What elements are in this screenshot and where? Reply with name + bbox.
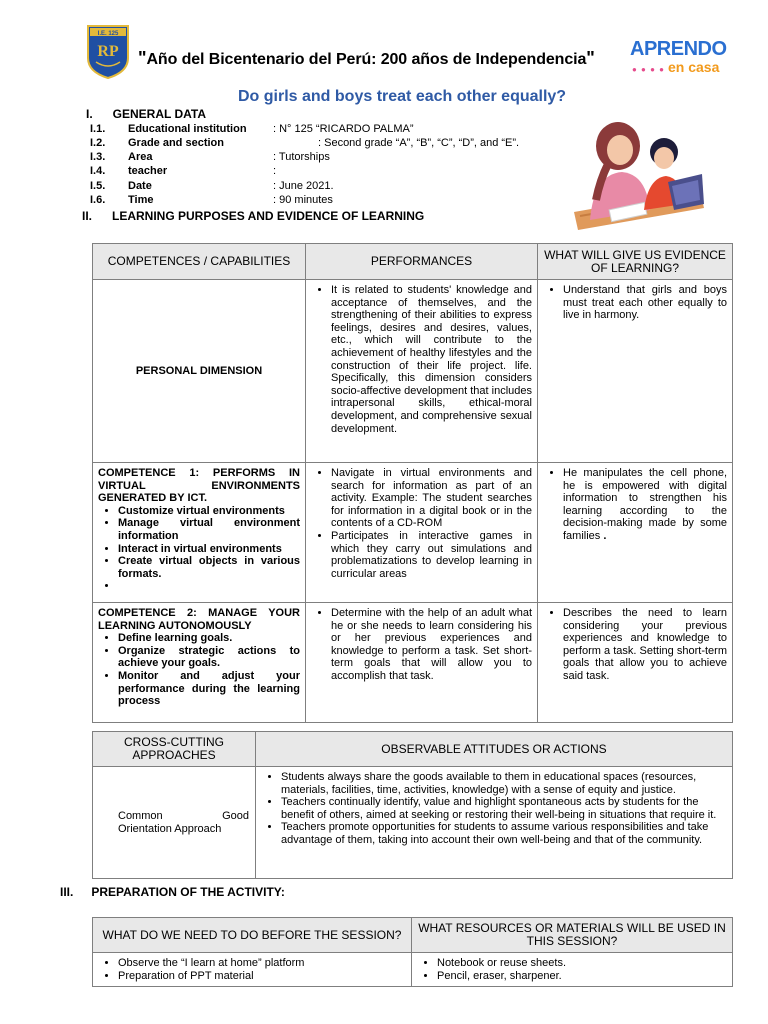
row-label: Educational institution (128, 123, 247, 135)
section-3-number: III. (60, 885, 74, 899)
table-row (93, 953, 733, 987)
table-header-row (93, 918, 733, 953)
section-2-heading (82, 209, 424, 223)
header-resources: WHAT RESOURCES OR MATERIALS WILL BE USED IN THIS SESSION? (412, 918, 733, 953)
activity-preparation-table (92, 917, 733, 987)
row-label: Grade and section (128, 137, 224, 149)
row-label: Date (128, 180, 152, 192)
list-item: • Manage virtual environment information (118, 517, 300, 542)
list-item: • Participates in interactive games in which they carry out simulations and problematizations to develop learning in curricular areas (331, 530, 532, 580)
section-2-title: LEARNING PURPOSES AND EVIDENCE OF LEARNING (112, 209, 425, 223)
list-item: • Navigate in virtual environments and search for information as part of an activity. Example: The student searches for information in a digital book or in the contents of a CD-ROM (331, 467, 532, 530)
list-item: • Students always share the goods available to them in educational spaces (resources, materials, facilities, time, activities, knowledge) with a sense of equity and justice. (281, 771, 727, 796)
header-title-text: Año del Bicentenario del Perú: 200 años de Independencia (146, 51, 587, 68)
aprendo-en-casa-logo (630, 38, 726, 80)
list-item: • Monitor and adjust your performance during the learning process (118, 670, 300, 708)
logo-line1: APRENDO (630, 38, 727, 60)
table-row (93, 603, 733, 723)
row-label: Area (128, 151, 153, 163)
section-1-heading (86, 107, 206, 121)
competence-2-cell (93, 603, 306, 723)
table-header-row (93, 244, 733, 280)
row-label: teacher (128, 165, 168, 177)
section-3-title: PREPARATION OF THE ACTIVITY: (91, 885, 285, 899)
row-value: : N° 125 “RICARDO PALMA” (273, 123, 414, 135)
list-item: • Teachers continually identify, value and highlight spontaneous acts by students for the benefit of others, aimed at seeking or restoring their well-being in situations that require it. (281, 796, 727, 821)
row-number: I.6. (90, 194, 106, 206)
row-value: : June 2021. (273, 180, 334, 192)
approach-cell: Common Good Orientation Approach (93, 767, 256, 879)
list-item (118, 580, 300, 593)
cross-cutting-approaches-table (92, 731, 733, 879)
table-row (93, 463, 733, 603)
list-item: • Notebook or reuse sheets. (437, 957, 727, 970)
list-item: • Describes the need to learn considering your previous experiences and knowledge to perform a task. Setting short-term goals that allow you to achieve said task. (563, 607, 727, 683)
list-item (563, 467, 727, 543)
performances-cell (306, 280, 538, 463)
list-item: • Understand that girls and boys must treat each other equally to live in harmony. (563, 284, 727, 322)
section-3-heading (60, 885, 285, 899)
row-value: : 90 minutes (273, 194, 333, 206)
evidence-text: He manipulates the cell phone, he is empowered with digital information to strengthen his learning according to the decision-making made by some families (563, 467, 727, 542)
evidence-cell (538, 280, 733, 463)
logo-line2: en casa (668, 59, 720, 75)
personal-dimension-cell: PERSONAL DIMENSION (93, 280, 306, 463)
row-number: I.4. (90, 165, 106, 177)
list-item: • Create virtual objects in various formats. (118, 555, 300, 580)
header-attitudes: OBSERVABLE ATTITUDES OR ACTIONS (256, 732, 733, 767)
row-number: I.3. (90, 151, 106, 163)
list-item: • Customize virtual environments (118, 505, 300, 518)
crest-initials: RP (97, 43, 119, 60)
row-value: : (273, 165, 277, 177)
attitudes-cell (256, 767, 733, 879)
evidence-cell (538, 463, 733, 603)
competence-1-cell (93, 463, 306, 603)
evidence-cell (538, 603, 733, 723)
header-performances: PERFORMANCES (306, 244, 538, 280)
row-value: : Second grade “A”, “B”, “C”, “D”, and “E”. (318, 137, 520, 149)
table-header-row (93, 732, 733, 767)
learning-purposes-table (92, 243, 733, 723)
list-item: • Interact in virtual environments (118, 543, 300, 556)
logo-dots-icon: ● ● ● ● (632, 65, 665, 74)
table-row (93, 280, 733, 463)
list-item: • Pencil, eraser, sharpener. (437, 970, 727, 983)
row-value: : Tutorships (273, 151, 330, 163)
school-crest-logo (86, 24, 130, 80)
competence-2-title: COMPETENCE 2: MANAGE YOUR LEARNING AUTONOMOUSLY (98, 607, 300, 632)
header-competences: COMPETENCES / CAPABILITIES (93, 244, 306, 280)
table-row (93, 767, 733, 879)
list-item: • Teachers promote opportunities for students to assume various responsibilities and take advantage of them, taking into account their own well-being and that of the community. (281, 821, 727, 846)
section-2-number: II. (82, 209, 93, 223)
performances-cell (306, 603, 538, 723)
document-title: Do girls and boys treat each other equally? (238, 88, 567, 105)
section-1-title: GENERAL DATA (112, 107, 207, 121)
list-item: • Determine with the help of an adult what he or she needs to learn considering his or her previous experiences and knowledge to perform a task. Set short-term goals that will allow you to accomplish that task. (331, 607, 532, 683)
section-1-number: I. (86, 107, 93, 121)
list-item: • Organize strategic actions to achieve your goals. (118, 645, 300, 670)
row-number: I.2. (90, 137, 106, 149)
list-item: • It is related to students' knowledge and acceptance of themselves, and the strengthening of their abilities to express feelings, desires and desires, values, etc., which will contribute to the achievement of healthy lifestyles and the construction of their life project. life. Specifically, this dimension considers socio-affective development that includes intrapersonal skills, ethical-moral development, and comprehensive sexual development. (331, 284, 532, 435)
header-evidence: WHAT WILL GIVE US EVIDENCE OF LEARNING? (538, 244, 733, 280)
list-item: • Preparation of PPT material (118, 970, 406, 983)
mother-child-laptop-illustration (570, 120, 705, 232)
resources-cell (412, 953, 733, 987)
row-label: Time (128, 194, 154, 206)
performances-cell (306, 463, 538, 603)
before-session-cell (93, 953, 412, 987)
evidence-end: . (603, 529, 607, 542)
list-item: • Observe the “I learn at home” platform (118, 957, 406, 970)
header-before-session: WHAT DO WE NEED TO DO BEFORE THE SESSION? (93, 918, 412, 953)
crest-label: I.E. 125 (97, 31, 119, 37)
list-item: • Define learning goals. (118, 632, 300, 645)
row-number: I.5. (90, 180, 106, 192)
competence-1-title: COMPETENCE 1: PERFORMS IN VIRTUAL ENVIRONMENTS GENERATED BY ICT. (98, 467, 300, 505)
row-number: I.1. (90, 123, 106, 135)
header-approaches: CROSS-CUTTING APPROACHES (93, 732, 256, 767)
header-title: "Año del Bicentenario del Perú: 200 años de Independencia" (138, 48, 595, 68)
